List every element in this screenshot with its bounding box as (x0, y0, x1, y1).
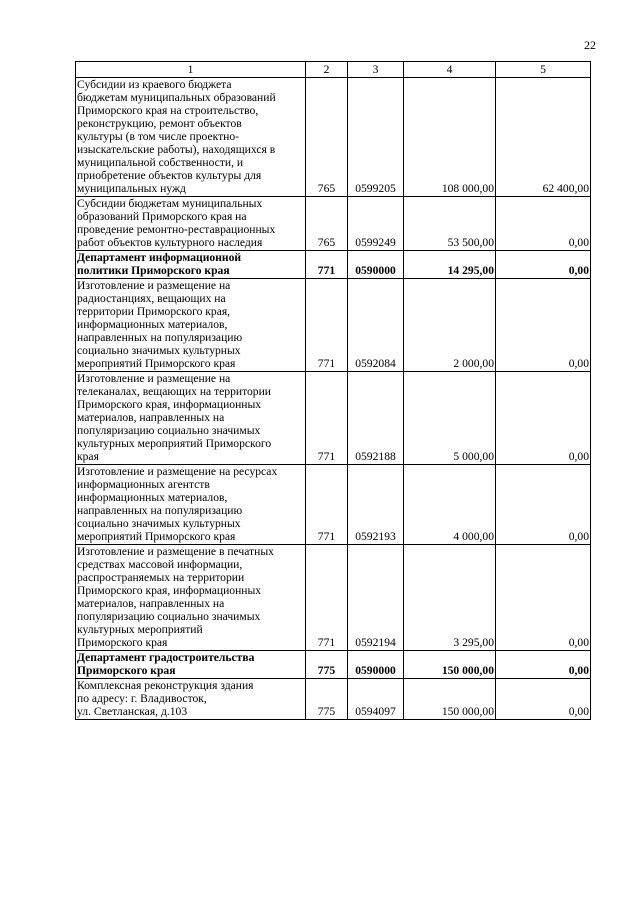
table-row (76, 279, 591, 372)
row-code: 0599205 (348, 78, 404, 197)
row-name: Изготовление и размещение на телеканалах, вещающих на территории Приморского края, информационных материалов, направленных на популяризацию социально значимых культурных мероприятий Приморского края (76, 372, 306, 465)
row-ved: 775 (306, 651, 348, 679)
row-col5: 0,00 (496, 651, 591, 679)
row-code: 0594097 (348, 679, 404, 720)
row-col4: 108 000,00 (404, 78, 496, 197)
row-col4: 2 000,00 (404, 279, 496, 372)
row-col4: 3 295,00 (404, 545, 496, 651)
row-ved: 771 (306, 545, 348, 651)
row-col4: 14 295,00 (404, 251, 496, 279)
header-col-5: 5 (496, 62, 591, 78)
header-row (76, 62, 591, 78)
header-col-4: 4 (404, 62, 496, 78)
row-code: 0592193 (348, 465, 404, 545)
row-ved: 765 (306, 78, 348, 197)
row-col5: 0,00 (496, 465, 591, 545)
row-col5: 0,00 (496, 251, 591, 279)
header-col-2: 2 (306, 62, 348, 78)
row-col4: 150 000,00 (404, 651, 496, 679)
table-row (76, 78, 591, 197)
row-name: Комплексная реконструкция здания по адресу: г. Владивосток, ул. Светланская, д.103 (76, 679, 306, 720)
row-code: 0592194 (348, 545, 404, 651)
row-code: 0590000 (348, 251, 404, 279)
row-name: Изготовление и размещение на радиостанциях, вещающих на территории Приморского края, информационных материалов, направленных на популяризацию социально значимых культурных мероприятий Приморского края (76, 279, 306, 372)
header-col-3: 3 (348, 62, 404, 78)
table-row (76, 372, 591, 465)
row-code: 0592188 (348, 372, 404, 465)
table-body (76, 78, 591, 720)
row-col4: 4 000,00 (404, 465, 496, 545)
row-col5: 0,00 (496, 372, 591, 465)
row-col4: 53 500,00 (404, 197, 496, 251)
row-ved: 765 (306, 197, 348, 251)
row-col4: 150 000,00 (404, 679, 496, 720)
row-name: Субсидии из краевого бюджета бюджетам муниципальных образований Приморского края на строительство, реконструкцию, ремонт объектов культуры (в том числе проектно- изыскательские работы), находящихся в муниципальной собственности, и приобретение объектов культуры для муниципальных нужд (76, 78, 306, 197)
row-col5: 62 400,00 (496, 78, 591, 197)
header-col-1: 1 (76, 62, 306, 78)
row-name: Департамент градостроительства Приморского края (76, 651, 306, 679)
row-ved: 771 (306, 251, 348, 279)
table-row (76, 679, 591, 720)
page-number: 22 (584, 38, 596, 52)
row-name: Изготовление и размещение на ресурсах информационных агентств информационных материалов, направленных на популяризацию социально значимых культурных мероприятий Приморского края (76, 465, 306, 545)
row-col5: 0,00 (496, 545, 591, 651)
budget-table (75, 61, 591, 720)
row-ved: 771 (306, 465, 348, 545)
row-col5: 0,00 (496, 279, 591, 372)
table-row (76, 465, 591, 545)
row-code: 0599249 (348, 197, 404, 251)
row-name: Субсидии бюджетам муниципальных образований Приморского края на проведение ремонтно-реставрационных работ объектов культурного наследия (76, 197, 306, 251)
table-row-department (76, 251, 591, 279)
row-ved: 771 (306, 279, 348, 372)
row-name: Изготовление и размещение в печатных средствах массовой информации, распространяемых на территории Приморского края, информационных материалов, направленных на популяризацию социально значимых культурных мероприятий Приморского края (76, 545, 306, 651)
row-col5: 0,00 (496, 197, 591, 251)
table-row (76, 545, 591, 651)
row-col4: 5 000,00 (404, 372, 496, 465)
row-code: 0590000 (348, 651, 404, 679)
row-code: 0592084 (348, 279, 404, 372)
row-ved: 775 (306, 679, 348, 720)
row-col5: 0,00 (496, 679, 591, 720)
table-row-department (76, 651, 591, 679)
row-ved: 771 (306, 372, 348, 465)
row-name: Департамент информационной политики Приморского края (76, 251, 306, 279)
table-row (76, 197, 591, 251)
